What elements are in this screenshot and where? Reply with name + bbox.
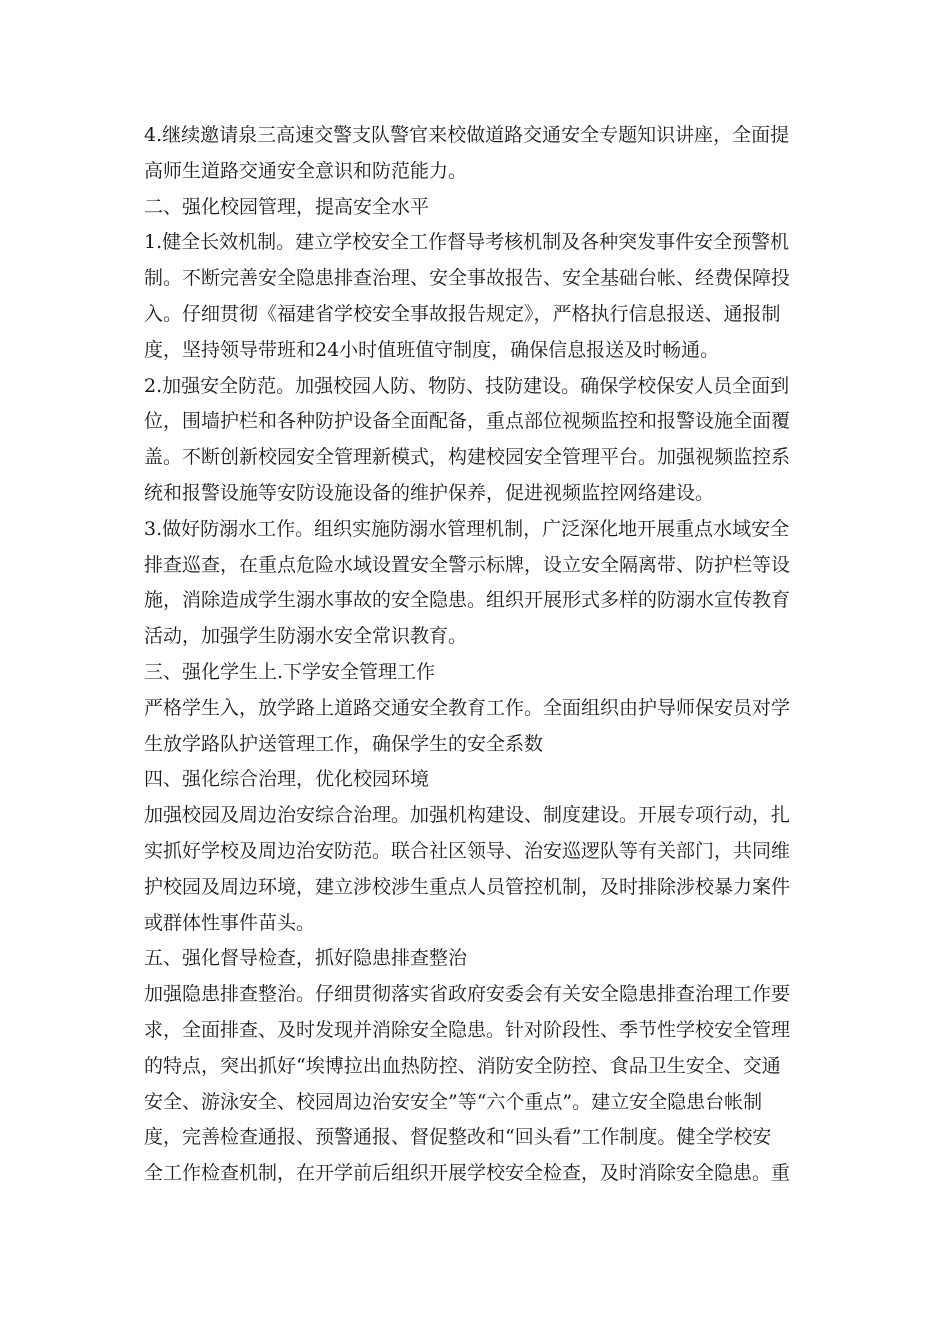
section-heading-5: 五、强化督导检查，抓好隐患排查整治 <box>144 947 468 970</box>
section-heading-3: 三、强化学生上.下学安全管理工作 <box>144 660 436 683</box>
paragraph-item-3: 3.做好防溺水工作。组织实施防溺水管理机制，广泛深化地开展重点水域安全 排查巡查，在重点危险水域设置安全警示标牌，设立安全隔离带、防护栏等设 施，消除造成学生溺水事故的安全隐患。组织开展形式多样的防溺水宣传教育 活动，加强学生防溺水安全常识教育。 <box>144 517 791 648</box>
document-body <box>144 118 814 1192</box>
section-heading-4: 四、强化综合治理，优化校园环境 <box>144 768 430 791</box>
paragraph-item-4: 4.继续邀请泉三高速交警支队警官来校做道路交通安全专题知识讲座，全面提 高师生道路交通安全意识和防范能力。 <box>144 124 790 182</box>
paragraph-section-3: 严格学生入，放学路上道路交通安全教育工作。全面组织由护导师保安员对学 生放学路队护送管理工作，确保学生的安全系数 <box>144 696 791 755</box>
paragraph-item-1: 1.健全长效机制。建立学校安全工作督导考核机制及各种突发事件安全预警机 制。不断完善安全隐患排查治理、安全事故报告、安全基础台帐、经费保障投 入。仔细贯彻《福建省学校安全事故报告规定》，严格执行信息报送、通报制 度，坚持领导带班和24小时值班值守制度，确保信息报送及时畅通。 <box>144 231 791 361</box>
paragraph-section-4: 加强校园及周边治安综合治理。加强机构建设、制度建设。开展专项行动，扎 实抓好学校及周边治安防范。联合社区领导、治安巡逻队等有关部门，共同维 护校园及周边环境，建立涉校涉生重点人员管控机制，及时排除涉校暴力案件 或群体性事件苗头。 <box>144 804 791 934</box>
section-heading-2: 二、强化校园管理，提高安全水平 <box>144 195 430 218</box>
paragraph-section-5: 加强隐患排查整治。仔细贯彻落实省政府安委会有关安全隐患排查治理工作要 求，全面排查、及时发现并消除安全隐患。针对阶段性、季节性学校安全管理 的特点，突出抓好“埃博拉出血热防控、消防安全防控、食品卫生安全、交通 安全、游泳安全、校园周边治安安全”等“六个重点”。建立安全隐患台帐制 度，完善检查通报、预警通报、督促整改和“回头看”工作制度。健全学校安 全工作检查机制，在开学前后组织开展学校安全检查，及时消除安全隐患。重 <box>144 983 791 1185</box>
paragraph-item-2: 2.加强安全防范。加强校园人防、物防、技防建设。确保学校保安人员全面到 位，围墙护栏和各种防护设备全面配备，重点部位视频监控和报警设施全面覆 盖。不断创新校园安全管理新模式，构建校园安全管理平台。加强视频监控系 统和报警设施等安防设施设备的维护保养，促进视频监控网络建设。 <box>144 374 791 504</box>
